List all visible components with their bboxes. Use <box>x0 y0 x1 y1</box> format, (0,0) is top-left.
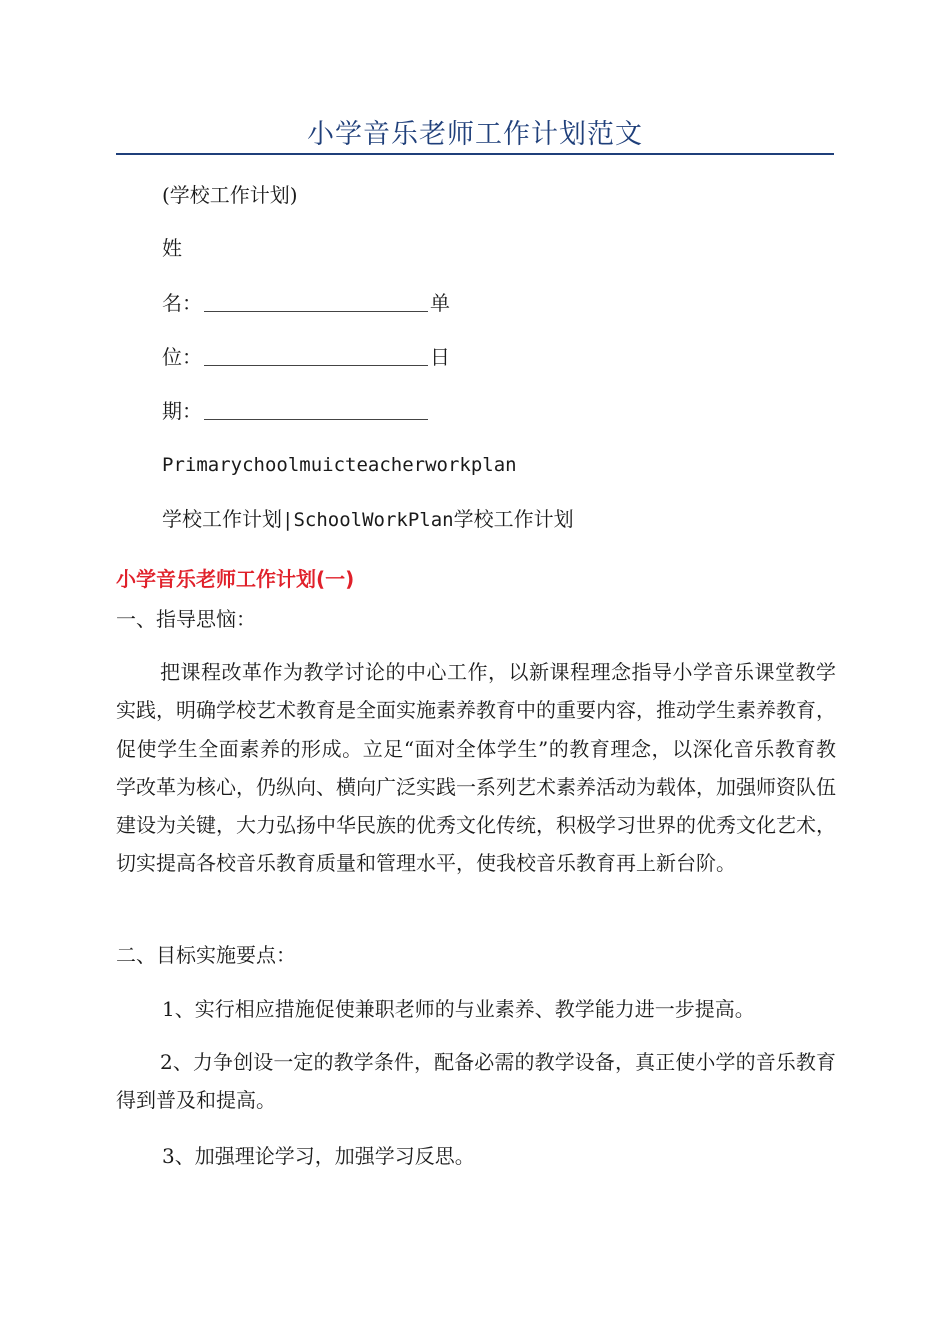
part1-heading: 一、指导思恼： <box>116 607 256 631</box>
english-title: Primarychoolmuicteacherworkplan <box>162 454 517 476</box>
tagline-cn-2: 学校工作计划 <box>453 507 574 531</box>
tagline-cn-1: 学校工作计划 <box>162 507 282 531</box>
name-field-row <box>162 291 450 315</box>
tagline-separator: | <box>282 509 294 531</box>
date-label-part2: 期： <box>162 399 202 423</box>
unit-label-part2: 位： <box>162 345 202 369</box>
document-title: 小学音乐老师工作计划范文 <box>307 119 643 150</box>
name-blank-line[interactable] <box>204 293 428 312</box>
date-label-part1: 日 <box>430 345 450 369</box>
tagline-en: SchoolWorkPlan <box>293 509 454 531</box>
category-label: (学校工作计划) <box>162 183 298 207</box>
unit-field-row <box>162 345 450 369</box>
list-item-1: 1、实行相应措施促使兼职老师的与业素养、教学能力进一步提高。 <box>162 997 755 1021</box>
date-blank-line[interactable] <box>204 401 428 420</box>
name-label-part2: 名： <box>162 291 202 315</box>
section-heading: 小学音乐老师工作计划(一) <box>116 567 355 591</box>
list-item-3: 3、加强理论学习，加强学习反思。 <box>162 1144 475 1168</box>
name-label-part1: 姓 <box>162 236 182 260</box>
unit-blank-line[interactable] <box>204 347 428 366</box>
tagline <box>162 507 574 532</box>
list-item-2: 2、力争创设一定的教学条件，配备必需的教学设备，真正使小学的音乐教育得到普及和提高。 <box>116 1050 836 1113</box>
part2-heading: 二、目标实施要点： <box>116 943 296 967</box>
title-underline <box>116 153 834 155</box>
unit-label-part1: 单 <box>430 291 450 315</box>
date-field-row <box>162 399 430 423</box>
part1-body: 把课程改革作为教学讨论的中心工作，以新课程理念指导小学音乐课堂教学实践，明确学校艺术教育是全面实施素养教育中的重要内容，推动学生素养教育，促使学生全面素养的形成。立足“面对全体学生”的教育理念，以深化音乐教育教学改革为核心，仍纵向、横向广泛实践一系列艺术素养活动为载体，加强师资队伍建设为关键，大力弘扬中华民族的优秀文化传统，积极学习世界的优秀文化艺术，切实提高各校音乐教育质量和管理水平，使我校音乐教育再上新台阶。 <box>116 660 836 876</box>
